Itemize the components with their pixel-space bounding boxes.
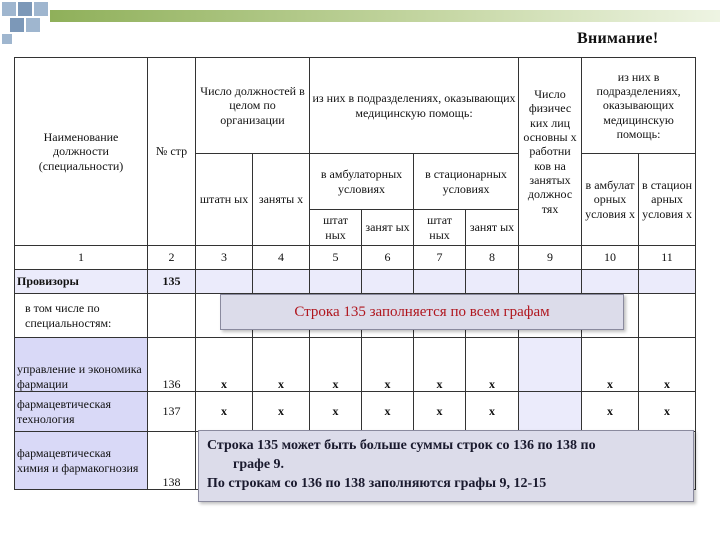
row-name: управление и экономика фармации	[15, 338, 148, 392]
x-mark: x	[414, 338, 466, 392]
header-num: № стр	[148, 58, 196, 246]
col-number: 10	[582, 246, 639, 270]
callout-line-1: Строка 135 может быть больше суммы строк со 136 по 138 по	[207, 438, 596, 453]
row-name: в том числе по специальностям:	[15, 294, 148, 338]
attention-title: Внимание!	[577, 30, 659, 47]
row-num: 135	[148, 270, 196, 294]
col-number: 3	[196, 246, 253, 270]
header-ambul-2: в амбулат орных условия х	[582, 154, 639, 246]
col-number: 4	[253, 246, 310, 270]
row-num: 136	[148, 338, 196, 392]
header-zanyaty: заняты х	[253, 154, 310, 246]
col-number: 8	[466, 246, 519, 270]
header-units-med-2: из них в подразделениях, оказывающих медицинскую помощь:	[582, 58, 696, 154]
header-zanyat-amb: занят ых	[362, 210, 414, 246]
col-number: 1	[15, 246, 148, 270]
header-total-org: Число должностей в целом по организации	[196, 58, 310, 154]
x-mark: x	[196, 338, 253, 392]
x-mark: x	[310, 392, 362, 432]
header-units-med: из них в подразделениях, оказывающих медицинскую помощь:	[310, 58, 519, 154]
x-mark: x	[639, 392, 696, 432]
x-mark: x	[253, 338, 310, 392]
x-mark: x	[362, 392, 414, 432]
header-stat-2: в стацион арных условия х	[639, 154, 696, 246]
header-ambulatory: в амбулаторных условиях	[310, 154, 414, 210]
header-stationary: в стационарных условиях	[414, 154, 519, 210]
x-mark: x	[310, 338, 362, 392]
header-physical: Число физичес ких лиц основны х работни ков на занятых должнос тях	[519, 58, 582, 246]
col-number: 7	[414, 246, 466, 270]
header-shtat-amb: штат ных	[310, 210, 362, 246]
staff-table	[14, 57, 696, 490]
table-row	[15, 270, 696, 294]
callout-line-2: графе 9.	[233, 456, 285, 472]
row-num: 137	[148, 392, 196, 432]
x-mark: x	[639, 338, 696, 392]
x-mark: x	[582, 392, 639, 432]
row-num: 138	[148, 432, 196, 490]
table-row	[15, 338, 696, 392]
header-shtat-stat: штат ных	[414, 210, 466, 246]
header-zanyat-stat: занят ых	[466, 210, 519, 246]
header-name: Наименование должности (специальности)	[15, 58, 148, 246]
col-number: 11	[639, 246, 696, 270]
row-name: фармацевтическая технология	[15, 392, 148, 432]
header-shtatn: штатн ых	[196, 154, 253, 246]
col-number: 5	[310, 246, 362, 270]
callout-rows-136-138	[198, 430, 694, 502]
x-mark: x	[253, 392, 310, 432]
x-mark: x	[466, 338, 519, 392]
x-mark: x	[362, 338, 414, 392]
callout-line-3: По строкам со 136 по 138 заполняются графы 9, 12-15	[207, 475, 547, 491]
x-mark: x	[196, 392, 253, 432]
row-name: фармацевтическая химия и фармакогнозия	[15, 432, 148, 490]
col-number: 6	[362, 246, 414, 270]
col-number: 9	[519, 246, 582, 270]
table-row	[15, 392, 696, 432]
col-number: 2	[148, 246, 196, 270]
row-name: Провизоры	[15, 270, 148, 294]
x-mark: x	[582, 338, 639, 392]
callout-row-135: Строка 135 заполняется по всем графам	[220, 294, 624, 330]
x-mark: x	[466, 392, 519, 432]
x-mark: x	[414, 392, 466, 432]
